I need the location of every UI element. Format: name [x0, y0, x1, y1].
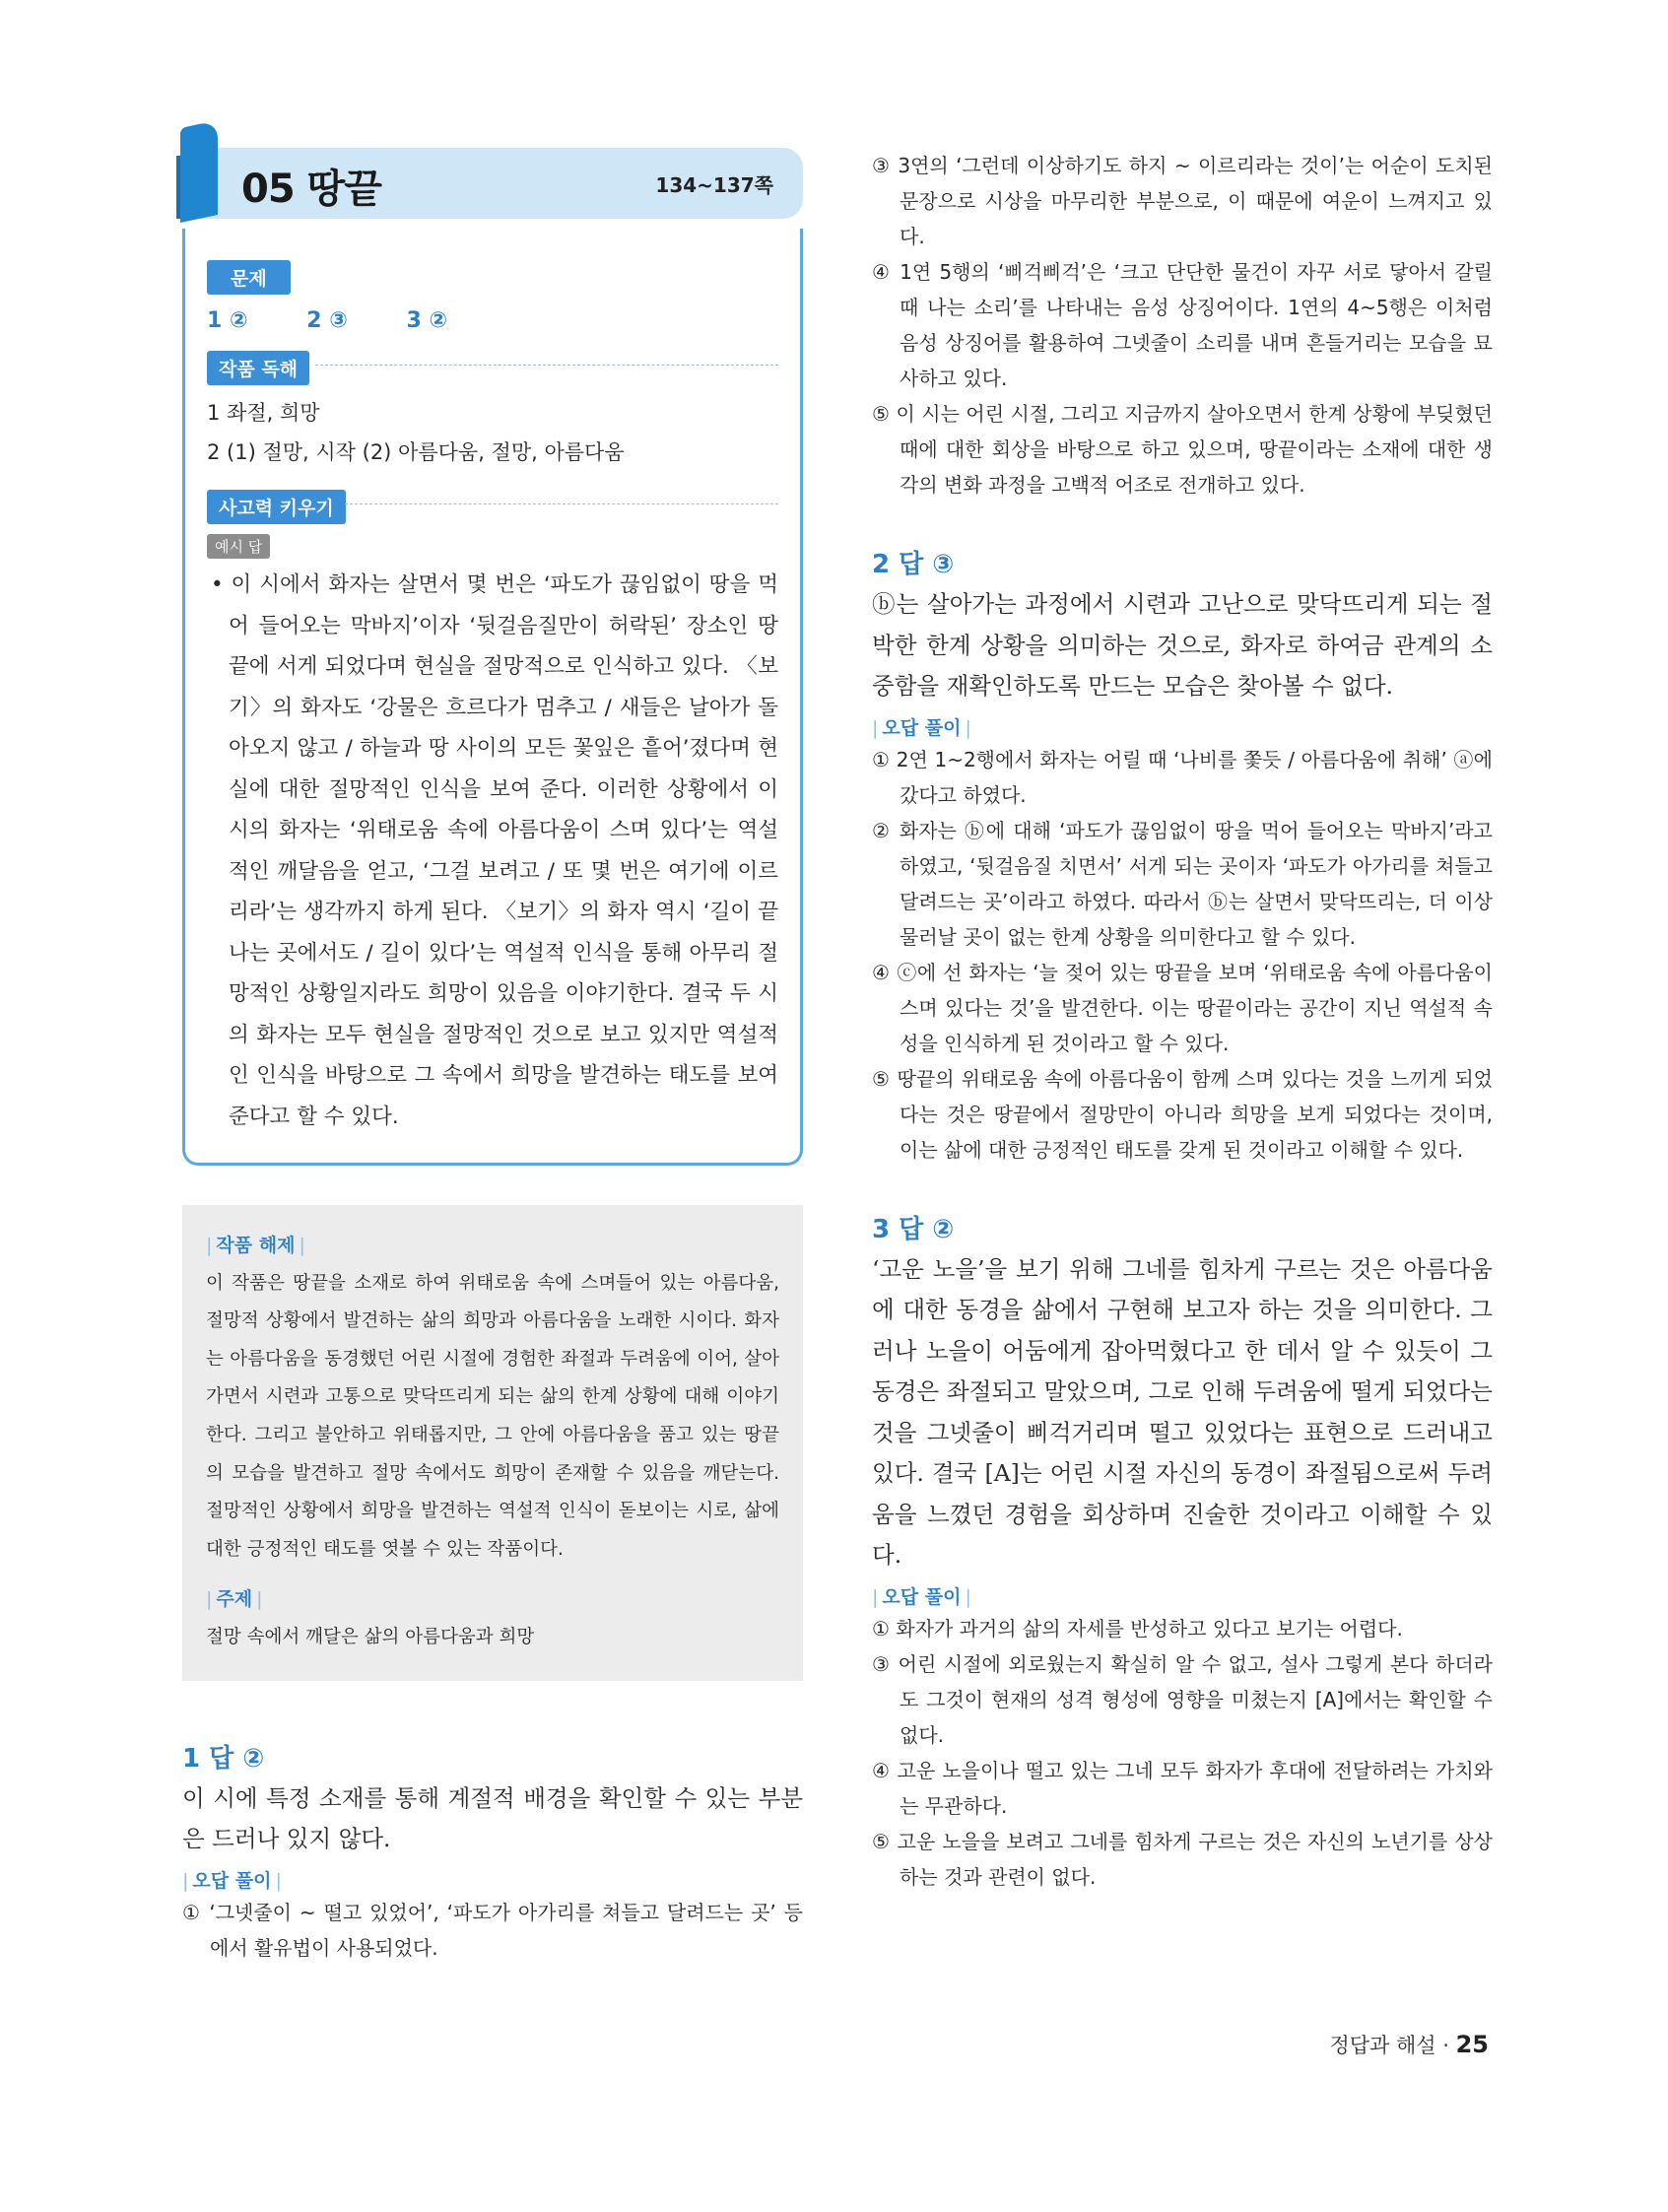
header-flag: [180, 120, 218, 223]
list-item: ⑤ 고운 노을을 보려고 그네를 힘차게 구르는 것은 자신의 노년기를 상상하는 것과 관련이 없다.: [872, 1829, 1493, 1889]
answers-section: [207, 260, 778, 333]
list-item: ⑤ 이 시는 어린 시절, 그리고 지금까지 살아오면서 한계 상황에 부딪혔던 때에 대한 회상을 바탕으로 하고 있으며, 땅끝이라는 소재에 대한 생각의 변화 과정을 고백적 어조로 전개하고 있다.: [872, 402, 1493, 497]
q1-wrong-items-continued: [872, 148, 1493, 503]
example-answer-tag: 예시 답: [207, 534, 270, 559]
page-number: 25: [1455, 2031, 1489, 2058]
answer-1: 1 ②: [207, 308, 248, 333]
list-item: ④ 1연 5행의 ‘삐걱삐걱’은 ‘크고 단단한 물건이 자꾸 서로 닿아서 갈릴 때 나는 소리’를 나타내는 음성 상징어이다. 1연의 4~5행은 이처럼 음성 상징어를 활용하여 그넷줄이 소리를 내며 흔들거리는 모습을 묘사하고 있다.: [872, 260, 1493, 390]
reading-section: [207, 351, 778, 472]
q3-heading: 3 답 ②: [872, 1214, 955, 1244]
q1-wrong-items: [182, 1895, 803, 1966]
list-item: ⑤ 땅끝의 위태로움 속에 아름다움이 함께 스며 있다는 것을 느끼게 되었다는 것은 땅끝에서 절망만이 아니라 희망을 보게 되었다는 것이며, 이는 삶에 대한 긍정적인 태도를 갖게 된 것이라고 이해할 수 있다.: [872, 1066, 1493, 1162]
thinking-text: • 이 시에서 화자는 살면서 몇 번은 ‘파도가 끊임없이 땅을 먹어 들어오는 막바지’이자 ‘뒷걸음질만이 허락된’ 장소인 땅끝에 서게 되었다며 현실을 절망적으로 인식하고 있다. 〈보기〉의 화자도 ‘강물은 흐르다가 멈추고 / 새들은 날아가 돌아오지 않고 / 하늘과 땅 사이의 모든 꽃잎은 흩어’졌다며 현실에 대한 절망적인 인식을 보여 준다. 이러한 상황에서 이 시의 화자는 ‘위태로움 속에 아름다움이 스며 있다’는 역설적인 깨달음을 얻고, ‘그걸 보려고 / 또 몇 번은 여기에 이르리라’는 생각까지 하게 된다. 〈보기〉의 화자 역시 ‘길이 끝나는 곳에서도 / 길이 있다’는 역설적 인식을 통해 아무리 절망적인 상황일지라도 희망이 있음을 이야기한다. 결국 두 시의 화자는 모두 현실을 절망적인 것으로 보고 있지만 역설적인 인식을 바탕으로 그 속에서 희망을 발견하는 태도를 보여 준다고 할 수 있다.: [211, 572, 778, 1129]
answer-2: 2 ③: [306, 308, 348, 333]
q2-wrong-items: [872, 742, 1493, 1168]
commentary-box: [182, 1205, 803, 1681]
q3-body: ‘고운 노을’을 보기 위해 그네를 힘차게 구르는 것은 아름다움에 대한 동경을 삶에서 구현해 보고자 하는 것을 의미한다. 그러나 노을이 어둠에게 잡아먹혔다고 한 데서 알 수 있듯이 그 동경은 좌절되고 말았으며, 그로 인해 두려움에 떨게 되었다는 것을 그넷줄이 삐걱거리며 떨고 있었다는 표현으로 드러내고 있다. 결국 [A]는 어린 시절 자신의 동경이 좌절됨으로써 두려움을 느꼈던 경험을 회상하며 진술한 것이라고 이해할 수 있다.: [872, 1254, 1493, 1569]
answers-row: [207, 308, 778, 333]
reading-line-2: 2 (1) 절망, 시작 (2) 아름다움, 절망, 아름다움: [207, 440, 625, 464]
q2-wrong-label: | 오답 풀이 |: [872, 713, 1493, 740]
footer-label: 정답과 해설 ·: [1329, 2034, 1456, 2057]
page-footer: [1329, 2030, 1489, 2059]
thinking-label: 사고력 키우기: [207, 490, 346, 524]
work-commentary-text: 이 작품은 땅끝을 소재로 하여 위태로움 속에 스며들어 있는 아름다움, 절망적 상황에서 발견하는 삶의 희망과 아름다움을 노래한 시이다. 화자는 아름다움을 동경했던 어린 시절에 경험한 좌절과 두려움에 이어, 살아가면서 시련과 고통으로 맞닥뜨리게 되는 삶의 한계 상황에 대해 이야기한다. 그리고 불안하고 위태롭지만, 그 안에 아름다움을 품고 있는 땅끝의 모습을 발견하고 절망 속에서도 희망이 존재할 수 있음을 깨닫는다. 절망적인 상황에서 희망을 발견하는 역설적 인식이 돋보이는 시로, 삶에 대한 긍정적인 태도를 엿볼 수 있는 작품이다.: [206, 1272, 779, 1560]
q1-body: 이 시에 특정 소재를 통해 계절적 배경을 확인할 수 있는 부분은 드러나 있지 않다.: [182, 1783, 803, 1853]
answers-label: 문제: [207, 260, 291, 295]
q1-wrong-label: | 오답 풀이 |: [182, 1866, 803, 1893]
list-item: ④ 고운 노을이나 떨고 있는 그네 모두 화자가 후대에 전달하려는 가치와는 무관하다.: [872, 1758, 1493, 1818]
list-item: ③ 3연의 ‘그런데 이상하기도 하지 ~ 이르리라는 것이’는 어순이 도치된 문장으로 시상을 마무리한 부분으로, 이 때문에 여운이 느껴지고 있다.: [872, 154, 1493, 248]
section-header: [190, 148, 803, 219]
work-commentary-label: | 작품 해제 |: [206, 1227, 779, 1265]
theme-text: 절망 속에서 깨달은 삶의 아름다움과 희망: [206, 1626, 535, 1647]
section-title: 05 땅끝: [241, 167, 381, 212]
answer-box: [182, 229, 803, 1166]
q3-wrong-items: [872, 1611, 1493, 1895]
right-column: [872, 148, 1493, 1895]
theme-label: | 주제 |: [206, 1580, 779, 1619]
list-item: ③ 어린 시절에 외로웠는지 확실히 알 수 없고, 설사 그렇게 본다 하더라도 그것이 현재의 성격 형성에 영향을 미쳤는지 [A]에서는 확인할 수 없다.: [872, 1651, 1493, 1747]
page-range: 134~137쪽: [655, 173, 773, 197]
q3-wrong-label: | 오답 풀이 |: [872, 1582, 1493, 1609]
q2-body: ⓑ는 살아가는 과정에서 시련과 고난으로 맞닥뜨리게 되는 절박한 한계 상황을 의미하는 것으로, 화자로 하여금 관계의 소중함을 재확인하도록 만드는 모습은 찾아볼 수 없다.: [872, 590, 1493, 700]
left-column: [182, 148, 803, 1966]
reading-line-1: 1 좌절, 희망: [207, 401, 320, 425]
list-item: ② 화자는 ⓑ에 대해 ‘파도가 끊임없이 땅을 먹어 들어오는 막바지’라고 하였고, ‘뒷걸음질 치면서’ 서게 되는 곳이자 ‘파도가 아가리를 쳐들고 달려드는 곳’이라고 하였다. 따라서 ⓑ는 살면서 맞닥뜨리는, 더 이상 물러날 곳이 없는 한계 상황을 의미한다고 할 수 있다.: [872, 818, 1493, 949]
list-item: ① 화자가 과거의 삶의 자세를 반성하고 있다고 보기는 어렵다.: [872, 1616, 1403, 1641]
list-item: ④ ⓒ에 선 화자는 ‘늘 젖어 있는 땅끝을 보며 ‘위태로움 속에 아름다움이 스며 있다는 것’을 발견한다. 이는 땅끝이라는 공간이 지닌 역설적 속성을 인식하게 된 것이라고 할 수 있다.: [872, 960, 1493, 1055]
thinking-section: [207, 490, 778, 1137]
q2-heading: 2 답 ③: [872, 550, 955, 579]
q1-heading: 1 답 ②: [182, 1743, 265, 1774]
answer-3: 3 ②: [406, 308, 448, 333]
reading-label: 작품 독해: [207, 351, 309, 385]
list-item: ① 2연 1~2행에서 화자는 어릴 때 ‘나비를 쫓듯 / 아름다움에 취해’ ⓐ에 갔다고 하였다.: [872, 747, 1493, 807]
list-item: ① ‘그넷줄이 ~ 떨고 있었어’, ‘파도가 아가리를 쳐들고 달려드는 곳’ 등에서 활유법이 사용되었다.: [182, 1900, 803, 1960]
